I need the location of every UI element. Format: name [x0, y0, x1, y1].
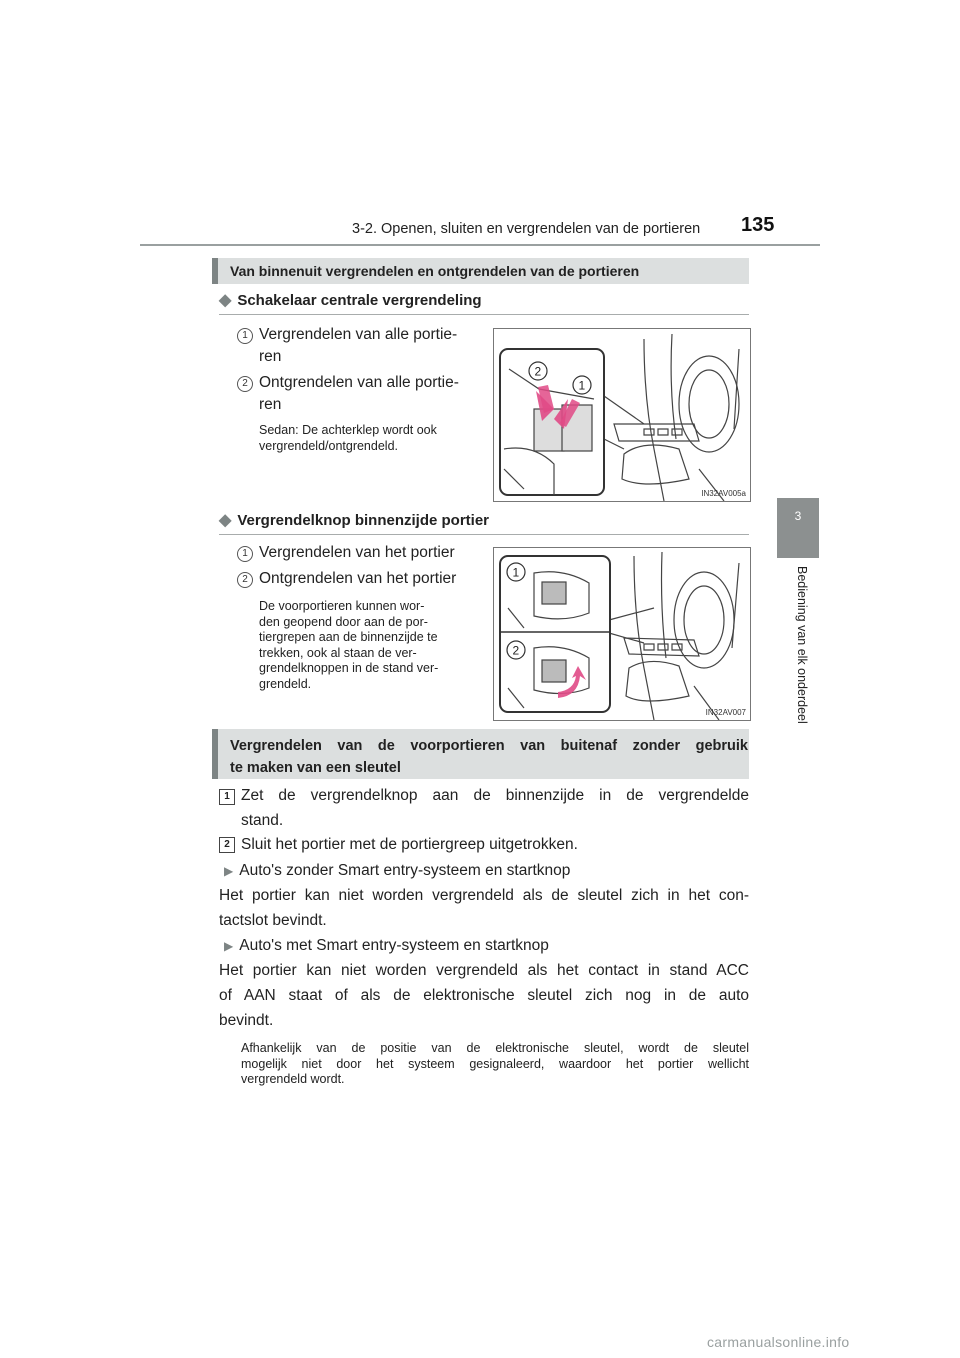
figure-2-label-1: 1 — [512, 565, 520, 580]
chapter-title: Bediening van elk onderdeel — [795, 566, 809, 724]
running-header: 3-2. Openen, sluiten en vergrendelen van de portieren — [352, 221, 701, 237]
section-heading-2 — [212, 729, 749, 779]
diamond-icon: ◆ — [219, 292, 232, 309]
subheading-central-lock: ◆ Schakelaar centrale vergrendeling — [219, 292, 482, 309]
note-tailgate: Sedan: De achterklep wordt ook vergrendeld/ontgrendeld. — [259, 423, 437, 453]
subheading-rule — [219, 534, 749, 535]
dashboard-illustration-1 — [494, 329, 750, 501]
figure-2-label-2: 2 — [512, 643, 520, 658]
case-1-text: Het portier kan niet worden vergrendeld als de sleutel zich in het con- tactslot bevindt. — [219, 887, 749, 929]
item-lock-all: Vergrendelen van alle portie- ren — [259, 326, 458, 365]
triangle-right-icon: ▶ — [224, 864, 234, 878]
item-unlock-all: Ontgrendelen van alle portie- ren — [259, 374, 459, 413]
section-heading-1-text: Van binnenuit vergrendelen en ontgrendelen van de portieren — [230, 263, 640, 279]
figure-door-lock-knob — [493, 547, 751, 721]
item-lock-door: Vergrendelen van het portier — [259, 544, 455, 561]
figure-1-label-2: 2 — [534, 364, 542, 379]
step-2-text: Sluit het portier met de portiergreep uitgetrokken. — [241, 836, 578, 853]
diamond-icon: ◆ — [219, 512, 232, 529]
chapter-tab — [777, 498, 819, 558]
figure-1-label-1: 1 — [578, 378, 586, 393]
subheading-door-lock-knob: ◆ Vergrendelknop binnenzijde portier — [219, 512, 490, 529]
header-rule — [140, 244, 820, 246]
step-number-2: 2 — [219, 837, 235, 853]
section-heading-2-line1: Vergrendelen van de voorportieren van buitenaf zonder gebruik — [230, 738, 748, 754]
callout-number-1: 1 — [237, 546, 253, 562]
dashboard-illustration-2 — [494, 548, 750, 720]
case-with-smart-entry: ▶ Auto's met Smart entry-systeem en startknop — [224, 937, 549, 954]
callout-number-1: 1 — [237, 328, 253, 344]
note-electronic-key: Afhankelijk van de positie van de elektronische sleutel, wordt de sleutel mogelijk niet door het systeem gesignaleerd, waardoor het portier wellicht vergrendeld wordt. — [241, 1041, 749, 1086]
case-without-smart-entry: ▶ Auto's zonder Smart entry-systeem en startknop — [224, 862, 571, 879]
step-number-1: 1 — [219, 789, 235, 805]
watermark: carmanualsonline.info — [707, 1334, 850, 1350]
subheading-rule — [219, 314, 749, 315]
callout-number-2: 2 — [237, 376, 253, 392]
note-front-doors: De voorportieren kunnen wor- den geopend door aan de por- tiergrepen aan de binnenzijde te trekken, ook al staan de ver- grendelknoppen in de stand ver- grendeld. — [259, 599, 439, 691]
callout-number-2: 2 — [237, 572, 253, 588]
case-2-text: Het portier kan niet worden vergrendeld als het contact in stand ACC of AAN staat of als de elektronische sleutel zich nog in de auto bevindt. — [219, 962, 749, 1029]
figure-code-2: IN32AV007 — [705, 708, 746, 717]
step-1-text: Zet de vergrendelknop aan de binnenzijde in de vergrendelde stand. — [241, 787, 749, 829]
triangle-right-icon: ▶ — [224, 939, 234, 953]
section-heading-1 — [212, 258, 749, 284]
chapter-number: 3 — [794, 509, 802, 523]
page-number: 135 — [741, 214, 775, 236]
item-unlock-door: Ontgrendelen van het portier — [259, 570, 457, 587]
figure-central-lock-switch — [493, 328, 751, 502]
section-heading-2-line2: te maken van een sleutel — [230, 760, 401, 776]
figure-code-1: IN32AV005a — [701, 489, 746, 498]
